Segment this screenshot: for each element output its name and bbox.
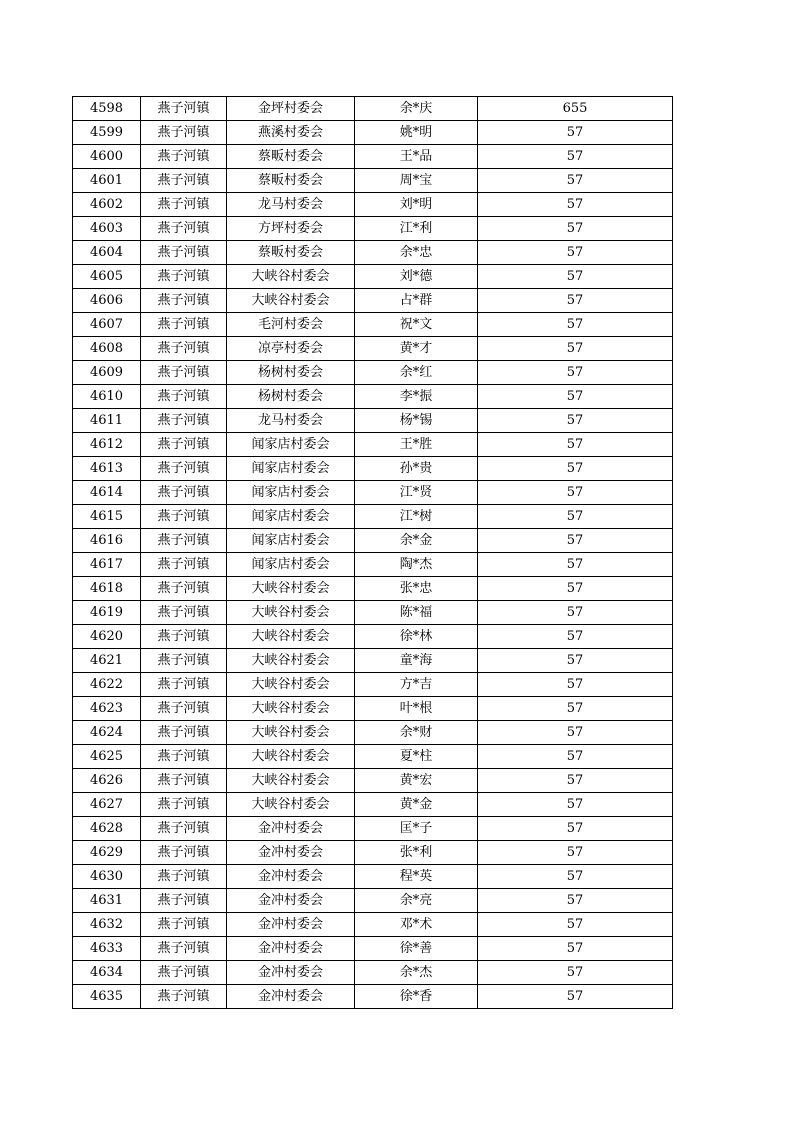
cell-name: 徐*香 (355, 985, 478, 1009)
cell-town: 燕子河镇 (141, 481, 227, 505)
cell-town: 燕子河镇 (141, 361, 227, 385)
table-row (73, 289, 673, 313)
cell-village: 金冲村委会 (227, 985, 355, 1009)
table-row (73, 553, 673, 577)
table-row (73, 361, 673, 385)
table-row (73, 937, 673, 961)
cell-amount: 57 (478, 841, 673, 865)
cell-name: 周*宝 (355, 169, 478, 193)
cell-number: 4620 (73, 625, 141, 649)
table-row (73, 625, 673, 649)
cell-town: 燕子河镇 (141, 793, 227, 817)
cell-town: 燕子河镇 (141, 337, 227, 361)
cell-village: 金冲村委会 (227, 817, 355, 841)
cell-name: 黄*宏 (355, 769, 478, 793)
cell-name: 姚*明 (355, 121, 478, 145)
cell-number: 4610 (73, 385, 141, 409)
cell-village: 大峡谷村委会 (227, 745, 355, 769)
cell-number: 4612 (73, 433, 141, 457)
cell-town: 燕子河镇 (141, 289, 227, 313)
cell-village: 大峡谷村委会 (227, 649, 355, 673)
cell-town: 燕子河镇 (141, 505, 227, 529)
cell-village: 大峡谷村委会 (227, 265, 355, 289)
cell-village: 金冲村委会 (227, 865, 355, 889)
cell-amount: 57 (478, 937, 673, 961)
cell-village: 蔡畈村委会 (227, 241, 355, 265)
cell-number: 4635 (73, 985, 141, 1009)
cell-town: 燕子河镇 (141, 577, 227, 601)
cell-village: 金坪村委会 (227, 97, 355, 121)
cell-amount: 655 (478, 97, 673, 121)
cell-amount: 57 (478, 673, 673, 697)
cell-number: 4605 (73, 265, 141, 289)
cell-amount: 57 (478, 337, 673, 361)
cell-number: 4632 (73, 913, 141, 937)
cell-name: 程*英 (355, 865, 478, 889)
cell-amount: 57 (478, 817, 673, 841)
cell-amount: 57 (478, 313, 673, 337)
cell-amount: 57 (478, 505, 673, 529)
table-row (73, 865, 673, 889)
cell-village: 龙马村委会 (227, 193, 355, 217)
cell-name: 余*忠 (355, 241, 478, 265)
cell-number: 4603 (73, 217, 141, 241)
cell-amount: 57 (478, 553, 673, 577)
table-row (73, 793, 673, 817)
cell-amount: 57 (478, 193, 673, 217)
cell-amount: 57 (478, 913, 673, 937)
cell-number: 4625 (73, 745, 141, 769)
cell-amount: 57 (478, 385, 673, 409)
cell-amount: 57 (478, 625, 673, 649)
cell-village: 大峡谷村委会 (227, 769, 355, 793)
cell-town: 燕子河镇 (141, 217, 227, 241)
cell-amount: 57 (478, 289, 673, 313)
cell-number: 4628 (73, 817, 141, 841)
cell-number: 4611 (73, 409, 141, 433)
cell-town: 燕子河镇 (141, 865, 227, 889)
cell-amount: 57 (478, 361, 673, 385)
cell-name: 叶*根 (355, 697, 478, 721)
cell-village: 大峡谷村委会 (227, 601, 355, 625)
cell-town: 燕子河镇 (141, 529, 227, 553)
cell-town: 燕子河镇 (141, 553, 227, 577)
cell-number: 4624 (73, 721, 141, 745)
cell-village: 大峡谷村委会 (227, 625, 355, 649)
cell-number: 4627 (73, 793, 141, 817)
cell-name: 黄*金 (355, 793, 478, 817)
cell-name: 刘*明 (355, 193, 478, 217)
cell-number: 4619 (73, 601, 141, 625)
cell-amount: 57 (478, 265, 673, 289)
cell-village: 金冲村委会 (227, 841, 355, 865)
cell-amount: 57 (478, 457, 673, 481)
cell-town: 燕子河镇 (141, 697, 227, 721)
cell-name: 徐*善 (355, 937, 478, 961)
cell-village: 大峡谷村委会 (227, 673, 355, 697)
cell-village: 闻家店村委会 (227, 433, 355, 457)
table-row (73, 409, 673, 433)
table-row (73, 145, 673, 169)
table-row (73, 457, 673, 481)
cell-name: 余*红 (355, 361, 478, 385)
cell-name: 王*品 (355, 145, 478, 169)
table-row (73, 601, 673, 625)
cell-number: 4599 (73, 121, 141, 145)
cell-number: 4606 (73, 289, 141, 313)
cell-town: 燕子河镇 (141, 601, 227, 625)
cell-number: 4621 (73, 649, 141, 673)
cell-name: 邓*术 (355, 913, 478, 937)
table-row (73, 481, 673, 505)
cell-name: 余*亮 (355, 889, 478, 913)
table-row (73, 817, 673, 841)
cell-amount: 57 (478, 169, 673, 193)
cell-village: 燕溪村委会 (227, 121, 355, 145)
cell-town: 燕子河镇 (141, 937, 227, 961)
cell-town: 燕子河镇 (141, 145, 227, 169)
table-row (73, 505, 673, 529)
table-row (73, 697, 673, 721)
cell-number: 4616 (73, 529, 141, 553)
table-row (73, 97, 673, 121)
cell-town: 燕子河镇 (141, 721, 227, 745)
cell-name: 张*忠 (355, 577, 478, 601)
cell-town: 燕子河镇 (141, 241, 227, 265)
table-row (73, 265, 673, 289)
cell-village: 大峡谷村委会 (227, 721, 355, 745)
table-row (73, 121, 673, 145)
cell-village: 大峡谷村委会 (227, 697, 355, 721)
cell-name: 占*群 (355, 289, 478, 313)
cell-number: 4618 (73, 577, 141, 601)
table-row (73, 721, 673, 745)
table-row (73, 577, 673, 601)
cell-name: 江*贤 (355, 481, 478, 505)
cell-town: 燕子河镇 (141, 841, 227, 865)
cell-amount: 57 (478, 481, 673, 505)
cell-name: 童*海 (355, 649, 478, 673)
cell-amount: 57 (478, 697, 673, 721)
cell-amount: 57 (478, 793, 673, 817)
cell-town: 燕子河镇 (141, 457, 227, 481)
cell-amount: 57 (478, 721, 673, 745)
cell-number: 4633 (73, 937, 141, 961)
cell-amount: 57 (478, 769, 673, 793)
table-row (73, 313, 673, 337)
table-row (73, 169, 673, 193)
cell-name: 余*财 (355, 721, 478, 745)
cell-name: 徐*林 (355, 625, 478, 649)
cell-amount: 57 (478, 121, 673, 145)
cell-village: 闻家店村委会 (227, 481, 355, 505)
cell-amount: 57 (478, 889, 673, 913)
table-row (73, 433, 673, 457)
cell-name: 李*振 (355, 385, 478, 409)
cell-name: 孙*贵 (355, 457, 478, 481)
cell-name: 陈*福 (355, 601, 478, 625)
cell-town: 燕子河镇 (141, 961, 227, 985)
table-row (73, 841, 673, 865)
table-row (73, 337, 673, 361)
cell-amount: 57 (478, 409, 673, 433)
cell-town: 燕子河镇 (141, 913, 227, 937)
cell-number: 4609 (73, 361, 141, 385)
cell-number: 4626 (73, 769, 141, 793)
cell-amount: 57 (478, 433, 673, 457)
table-row (73, 649, 673, 673)
cell-amount: 57 (478, 985, 673, 1009)
table-row (73, 217, 673, 241)
cell-town: 燕子河镇 (141, 769, 227, 793)
cell-town: 燕子河镇 (141, 817, 227, 841)
table-row (73, 913, 673, 937)
cell-number: 4601 (73, 169, 141, 193)
cell-name: 余*杰 (355, 961, 478, 985)
cell-town: 燕子河镇 (141, 121, 227, 145)
cell-village: 金冲村委会 (227, 889, 355, 913)
cell-town: 燕子河镇 (141, 625, 227, 649)
data-table (72, 96, 673, 1009)
cell-name: 江*树 (355, 505, 478, 529)
table-row (73, 961, 673, 985)
cell-name: 余*金 (355, 529, 478, 553)
table-row (73, 745, 673, 769)
cell-number: 4623 (73, 697, 141, 721)
cell-number: 4617 (73, 553, 141, 577)
cell-town: 燕子河镇 (141, 745, 227, 769)
cell-number: 4629 (73, 841, 141, 865)
cell-name: 黄*才 (355, 337, 478, 361)
cell-village: 龙马村委会 (227, 409, 355, 433)
cell-name: 余*庆 (355, 97, 478, 121)
cell-village: 闻家店村委会 (227, 505, 355, 529)
cell-number: 4607 (73, 313, 141, 337)
table-row (73, 985, 673, 1009)
table-row (73, 193, 673, 217)
cell-village: 金冲村委会 (227, 913, 355, 937)
cell-village: 金冲村委会 (227, 937, 355, 961)
cell-amount: 57 (478, 217, 673, 241)
cell-number: 4630 (73, 865, 141, 889)
table-body (73, 97, 673, 1009)
cell-village: 大峡谷村委会 (227, 793, 355, 817)
cell-town: 燕子河镇 (141, 169, 227, 193)
cell-name: 匡*子 (355, 817, 478, 841)
cell-amount: 57 (478, 145, 673, 169)
cell-name: 祝*文 (355, 313, 478, 337)
cell-village: 毛河村委会 (227, 313, 355, 337)
cell-town: 燕子河镇 (141, 649, 227, 673)
cell-name: 陶*杰 (355, 553, 478, 577)
cell-number: 4602 (73, 193, 141, 217)
cell-number: 4608 (73, 337, 141, 361)
cell-town: 燕子河镇 (141, 889, 227, 913)
cell-town: 燕子河镇 (141, 265, 227, 289)
cell-town: 燕子河镇 (141, 409, 227, 433)
cell-village: 大峡谷村委会 (227, 577, 355, 601)
cell-number: 4631 (73, 889, 141, 913)
table-row (73, 385, 673, 409)
cell-village: 蔡畈村委会 (227, 169, 355, 193)
cell-name: 夏*柱 (355, 745, 478, 769)
cell-town: 燕子河镇 (141, 313, 227, 337)
cell-number: 4598 (73, 97, 141, 121)
cell-number: 4615 (73, 505, 141, 529)
cell-amount: 57 (478, 865, 673, 889)
cell-amount: 57 (478, 649, 673, 673)
cell-town: 燕子河镇 (141, 193, 227, 217)
cell-village: 闻家店村委会 (227, 553, 355, 577)
cell-village: 大峡谷村委会 (227, 289, 355, 313)
cell-name: 杨*锡 (355, 409, 478, 433)
cell-amount: 57 (478, 529, 673, 553)
cell-number: 4604 (73, 241, 141, 265)
cell-amount: 57 (478, 745, 673, 769)
table-row (73, 889, 673, 913)
cell-village: 闻家店村委会 (227, 457, 355, 481)
cell-town: 燕子河镇 (141, 673, 227, 697)
cell-village: 杨树村委会 (227, 361, 355, 385)
cell-number: 4634 (73, 961, 141, 985)
cell-amount: 57 (478, 961, 673, 985)
cell-town: 燕子河镇 (141, 385, 227, 409)
cell-name: 张*利 (355, 841, 478, 865)
cell-town: 燕子河镇 (141, 985, 227, 1009)
cell-amount: 57 (478, 241, 673, 265)
cell-village: 金冲村委会 (227, 961, 355, 985)
cell-amount: 57 (478, 601, 673, 625)
table-row (73, 241, 673, 265)
table-row (73, 769, 673, 793)
cell-name: 王*胜 (355, 433, 478, 457)
cell-name: 方*吉 (355, 673, 478, 697)
cell-number: 4613 (73, 457, 141, 481)
cell-village: 方坪村委会 (227, 217, 355, 241)
cell-number: 4600 (73, 145, 141, 169)
cell-village: 凉亭村委会 (227, 337, 355, 361)
cell-number: 4614 (73, 481, 141, 505)
cell-name: 江*利 (355, 217, 478, 241)
cell-amount: 57 (478, 577, 673, 601)
cell-number: 4622 (73, 673, 141, 697)
cell-village: 蔡畈村委会 (227, 145, 355, 169)
table-row (73, 673, 673, 697)
cell-village: 杨树村委会 (227, 385, 355, 409)
cell-village: 闻家店村委会 (227, 529, 355, 553)
cell-town: 燕子河镇 (141, 97, 227, 121)
cell-town: 燕子河镇 (141, 433, 227, 457)
table-row (73, 529, 673, 553)
cell-name: 刘*德 (355, 265, 478, 289)
